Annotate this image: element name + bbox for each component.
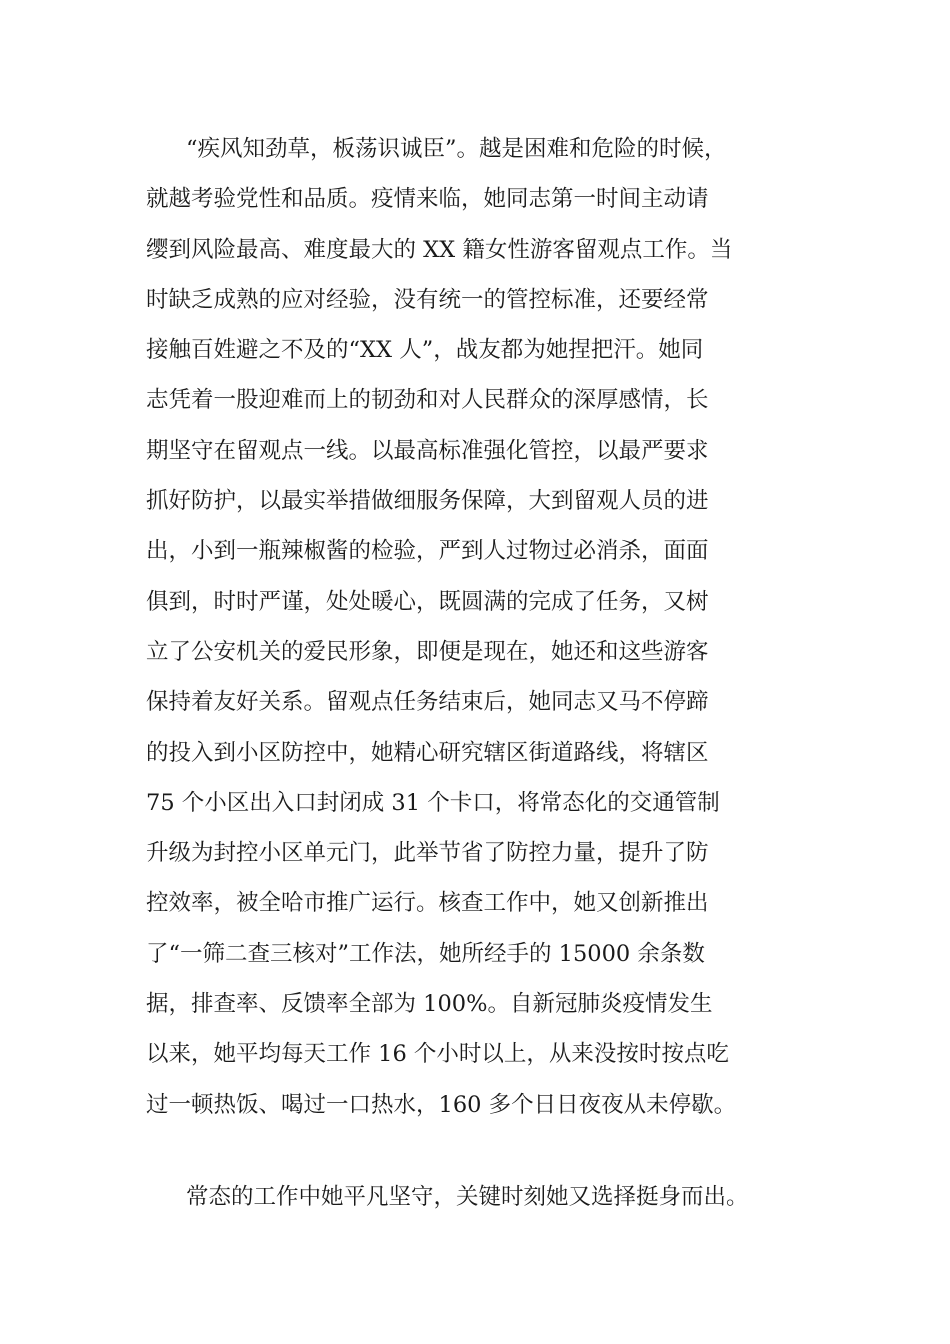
text-line: 出，小到一瓶辣椒酱的检验，严到人过物过必消杀，面面	[146, 538, 709, 565]
text-line: 志凭着一股迎难而上的韧劲和对人民群众的深厚感情，长	[146, 387, 709, 414]
text-line: 75 个小区出入口封闭成 31 个卡口，将常态化的交通管制	[146, 789, 720, 816]
text-line: 以来，她平均每天工作 16 个小时以上，从来没按时按点吃	[146, 1041, 729, 1068]
text-line: 的投入到小区防控中，她精心研究辖区街道路线，将辖区	[146, 739, 709, 766]
text-line: 期坚守在留观点一线。以最高标准强化管控，以最严要求	[146, 437, 709, 464]
text-line: 了“一筛二查三核对”工作法，她所经手的 15000 余条数	[146, 940, 705, 967]
text-line: 俱到，时时严谨，处处暖心，既圆满的完成了任务，又树	[146, 588, 709, 615]
text-line: 就越考验党性和品质。疫情来临，她同志第一时间主动请	[146, 186, 709, 213]
paragraph-1	[146, 124, 806, 1130]
text-line: 升级为封控小区单元门，此举节省了防控力量，提升了防	[146, 840, 709, 867]
text-line: 常态的工作中她平凡坚守，关键时刻她又选择挺身而出。	[186, 1184, 749, 1210]
text-line: 保持着友好关系。留观点任务结束后，她同志又马不停蹄	[146, 689, 709, 716]
text-line: 时缺乏成熟的应对经验，没有统一的管控标准，还要经常	[146, 286, 709, 313]
text-line: 控效率，被全哈市推广运行。核查工作中，她又创新推出	[146, 890, 709, 917]
text-line: 过一顿热饭、喝过一口热水，160 多个日日夜夜从未停歇。	[146, 1091, 737, 1118]
text-line: 缨到风险最高、难度最大的 XX 籍女性游客留观点工作。当	[146, 236, 733, 263]
paragraph-2	[146, 1172, 806, 1222]
text-line: “疾风知劲草，板荡识诚臣”。越是困难和危险的时候，	[186, 136, 727, 162]
text-line: 据，排查率、反馈率全部为 100%。自新冠肺炎疫情发生	[146, 991, 713, 1018]
text-line: 立了公安机关的爱民形象，即便是现在，她还和这些游客	[146, 638, 709, 665]
text-line: 接触百姓避之不及的“XX 人”，战友都为她捏把汗。她同	[146, 337, 704, 364]
text-line: 抓好防护，以最实举措做细服务保障，大到留观人员的进	[146, 488, 709, 515]
